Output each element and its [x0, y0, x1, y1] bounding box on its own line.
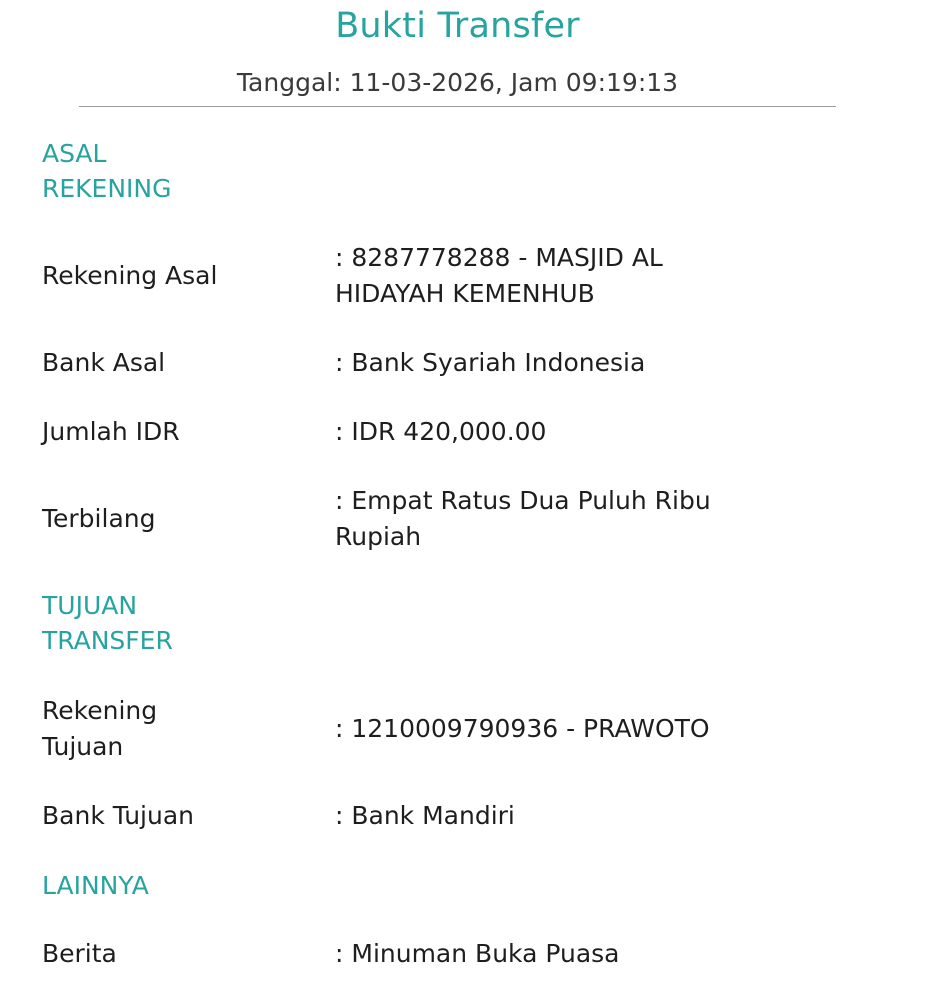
label-bank-asal: Bank Asal — [42, 348, 166, 377]
label-bank-tujuan: Bank Tujuan — [42, 801, 195, 830]
section-heading-asal-rekening — [42, 136, 202, 206]
value-jumlah-idr: : IDR 420,000.00 — [335, 417, 547, 446]
label-terbilang: Terbilang — [42, 504, 156, 533]
section-heading-line: TUJUAN — [42, 591, 138, 620]
label-rekening-asal: Rekening Asal — [42, 261, 218, 290]
transaction-date: Tanggal: 11-03-2026, Jam 09:19:13 — [236, 68, 679, 97]
value-bank-asal: : Bank Syariah Indonesia — [335, 348, 646, 377]
value-bank-tujuan: : Bank Mandiri — [335, 801, 515, 830]
section-heading-line: TRANSFER — [42, 626, 173, 655]
section-heading-line: REKENING — [42, 174, 172, 203]
label-line: Rekening — [42, 696, 158, 725]
section-heading-lainnya: LAINNYA — [42, 871, 149, 900]
header-divider — [79, 106, 836, 107]
value-terbilang: : Empat Ratus Dua Puluh Ribu Rupiah — [335, 486, 711, 551]
value-rekening-tujuan: : 1210009790936 - PRAWOTO — [335, 714, 710, 743]
section-heading-line: ASAL — [42, 139, 107, 168]
section-heading-tujuan-transfer — [42, 588, 202, 658]
value-berita: : Minuman Buka Puasa — [335, 939, 620, 968]
label-jumlah-idr: Jumlah IDR — [42, 417, 180, 446]
label-line: Tujuan — [42, 732, 124, 761]
page-title: Bukti Transfer — [335, 6, 580, 46]
value-rekening-asal: : 8287778288 - MASJID AL HIDAYAH KEMENHUB — [335, 243, 663, 308]
label-berita: Berita — [42, 939, 117, 968]
label-rekening-tujuan — [42, 693, 242, 765]
